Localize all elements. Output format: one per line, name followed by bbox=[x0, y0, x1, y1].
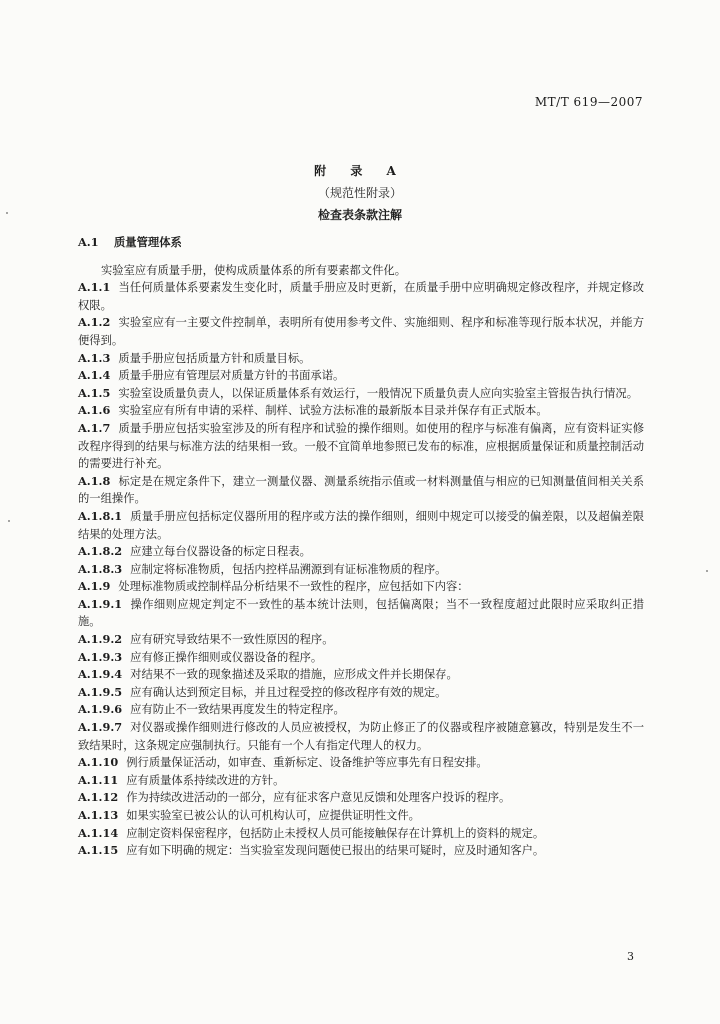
clause bbox=[78, 561, 644, 579]
clause-text: 如果实验室已被公认的认可机构认可，应提供证明性文件。 bbox=[126, 809, 420, 822]
clause bbox=[78, 279, 644, 314]
clause bbox=[78, 701, 644, 719]
clause-number: A.1.15 bbox=[78, 843, 119, 858]
clause-number: A.1.12 bbox=[78, 790, 119, 805]
clause-text: 应制定将标准物质，包括内控样品溯源到有证标准物质的程序。 bbox=[130, 562, 447, 576]
clause-number: A.1.5 bbox=[78, 385, 111, 400]
scan-speck bbox=[600, 437, 602, 439]
clause bbox=[78, 596, 644, 631]
clause-number: A.1.11 bbox=[78, 772, 119, 787]
clause-number: A.1.9.5 bbox=[78, 684, 123, 699]
clause bbox=[78, 825, 644, 843]
clause-text: 当任何质量体系要素发生变化时，质量手册应及时更新，在质量手册中应明确规定修改程序，并规定修改权限。 bbox=[78, 281, 644, 312]
clause-text: 应有修正操作细则或仪器设备的程序。 bbox=[130, 650, 323, 664]
clause-text: 处理标准物质或控制样品分析结果不一致性的程序，应包括如下内容： bbox=[118, 580, 469, 594]
clause-number: A.1.7 bbox=[78, 420, 111, 435]
clause-number: A.1.3 bbox=[78, 350, 111, 365]
clause-number: A.1.9.1 bbox=[78, 596, 123, 611]
clause-number: A.1.4 bbox=[78, 368, 111, 383]
appendix-title-block bbox=[0, 160, 720, 226]
clause bbox=[78, 350, 644, 368]
clause bbox=[78, 789, 644, 807]
appendix-heading: 检查表条款注解 bbox=[317, 208, 402, 222]
clause-number: A.1.9.6 bbox=[78, 702, 123, 717]
page-number: 3 bbox=[627, 950, 634, 963]
clause-number: A.1.8.1 bbox=[78, 508, 123, 523]
clause-number: A.1.8.3 bbox=[78, 561, 123, 576]
clause-text: 作为持续改进活动的一部分，应有征求客户意见反馈和处理客户投诉的程序。 bbox=[126, 791, 511, 805]
clause bbox=[78, 684, 644, 702]
clause bbox=[78, 666, 644, 684]
clause-number: A.1.14 bbox=[78, 825, 119, 840]
clause-number: A.1.8.2 bbox=[78, 544, 123, 559]
clause-text: 应有确认达到预定目标，并且过程受控的修改程序有效的规定。 bbox=[130, 685, 447, 699]
scan-speck bbox=[706, 570, 708, 572]
clause-number: A.1.9.3 bbox=[78, 649, 123, 664]
clause-text: 质量手册应包括实验室涉及的所有程序和试验的操作细则。如使用的程序与标准有偏离，应有资料证实修改程序得到的结果与标准方法的结果相一致。一般不宜简单地参照已发布的标准，应根据质量保证和质量控制活动的需要进行补充。 bbox=[78, 421, 644, 471]
clause-text: 标定是在规定条件下，建立一测量仪器、测量系统指示值或一材料测量值与相应的已知测量值间相关关系的一组操作。 bbox=[78, 474, 644, 506]
clause bbox=[78, 508, 644, 543]
clause bbox=[78, 631, 644, 649]
section-heading bbox=[78, 234, 644, 252]
clause bbox=[78, 543, 644, 561]
clause bbox=[78, 842, 644, 860]
clause-text: 对仪器或操作细则进行修改的人员应被授权，为防止修正了的仪器或程序被随意篡改，特别是发生不一致结果时，这条规定应强制执行。只能有一个人有指定代理人的权力。 bbox=[78, 721, 644, 752]
clause bbox=[78, 367, 644, 385]
clause-text: 应有质量体系持续改进的方针。 bbox=[126, 773, 285, 787]
clause-number: A.1.1 bbox=[78, 280, 111, 295]
clause-text: 实验室应有一主要文件控制单，表明所有使用参考文件、实施细则、程序和标准等现行版本状况，并能方便得到。 bbox=[78, 316, 644, 347]
clause-text: 应建立每台仪器设备的标定日程表。 bbox=[130, 545, 311, 559]
clause bbox=[78, 772, 644, 790]
clause bbox=[78, 473, 644, 508]
clause bbox=[78, 402, 644, 420]
clause-number: A.1.2 bbox=[78, 315, 111, 330]
clause-text: 对结果不一致的现象描述及采取的措施，应形成文件并长期保存。 bbox=[130, 668, 458, 682]
clause-text: 操作细则应规定判定不一致性的基本统计法则，包括偏离限；当不一致程度超过此限时应采取纠正措施。 bbox=[78, 597, 644, 629]
section-number: A.1 bbox=[78, 235, 99, 249]
clause-text: 质量手册应包括质量方针和质量目标。 bbox=[118, 351, 311, 365]
clause-text: 应有研究导致结果不一致性原因的程序。 bbox=[130, 633, 334, 647]
clause-text: 实验室设质量负责人，以保证质量体系有效运行，一般情况下质量负责人应向实验室主管报告执行情况。 bbox=[118, 386, 639, 400]
clause-number: A.1.8 bbox=[78, 473, 111, 488]
clause bbox=[78, 754, 644, 772]
clause bbox=[78, 578, 644, 596]
clause bbox=[78, 649, 644, 667]
clause bbox=[78, 385, 644, 403]
clause bbox=[78, 719, 644, 754]
standard-code: MT/T 619—2007 bbox=[534, 95, 643, 109]
clause-text: 实验室应有所有申请的采样、制样、试验方法标准的最新版本目录并保存有正式版本。 bbox=[118, 404, 548, 418]
clause-number: A.1.9.4 bbox=[78, 667, 123, 682]
clause-text: 质量手册应有管理层对质量方针的书面承诺。 bbox=[118, 369, 345, 383]
clause bbox=[78, 314, 644, 349]
clause-number: A.1.6 bbox=[78, 403, 111, 418]
clause-number: A.1.10 bbox=[78, 755, 119, 770]
clause-number: A.1.9.2 bbox=[78, 632, 123, 647]
intro-paragraph: 实验室应有质量手册，使构成质量体系的所有要素都文件化。 bbox=[101, 263, 407, 277]
section-title: 质量管理体系 bbox=[114, 235, 182, 249]
clause-number: A.1.13 bbox=[78, 808, 119, 822]
clause-number: A.1.9.7 bbox=[78, 720, 123, 735]
clause-text: 例行质量保证活动，如审查、重新标定、设备维护等应事先有日程安排。 bbox=[126, 756, 488, 770]
clause-text: 应有防止不一致结果再度发生的特定程序。 bbox=[130, 703, 345, 717]
clause bbox=[78, 420, 644, 473]
scan-speck bbox=[8, 520, 10, 522]
scan-speck bbox=[6, 212, 8, 214]
document-body bbox=[78, 234, 644, 860]
clause-text: 应有如下明确的规定：当实验室发现问题使已报出的结果可疑时，应及时通知客户。 bbox=[126, 844, 545, 858]
clause bbox=[78, 807, 644, 825]
appendix-subtitle: （规范性附录） bbox=[317, 186, 402, 200]
clause-text: 质量手册应包括标定仪器所用的程序或方法的操作细则，细则中规定可以接受的偏差限，以及超偏差限结果的处理方法。 bbox=[78, 509, 644, 541]
clause-number: A.1.9 bbox=[78, 579, 111, 594]
appendix-title: 附 录 A bbox=[314, 164, 406, 178]
clause-text: 应制定资料保密程序，包括防止未授权人员可能接触保存在计算机上的资料的规定。 bbox=[126, 826, 545, 840]
